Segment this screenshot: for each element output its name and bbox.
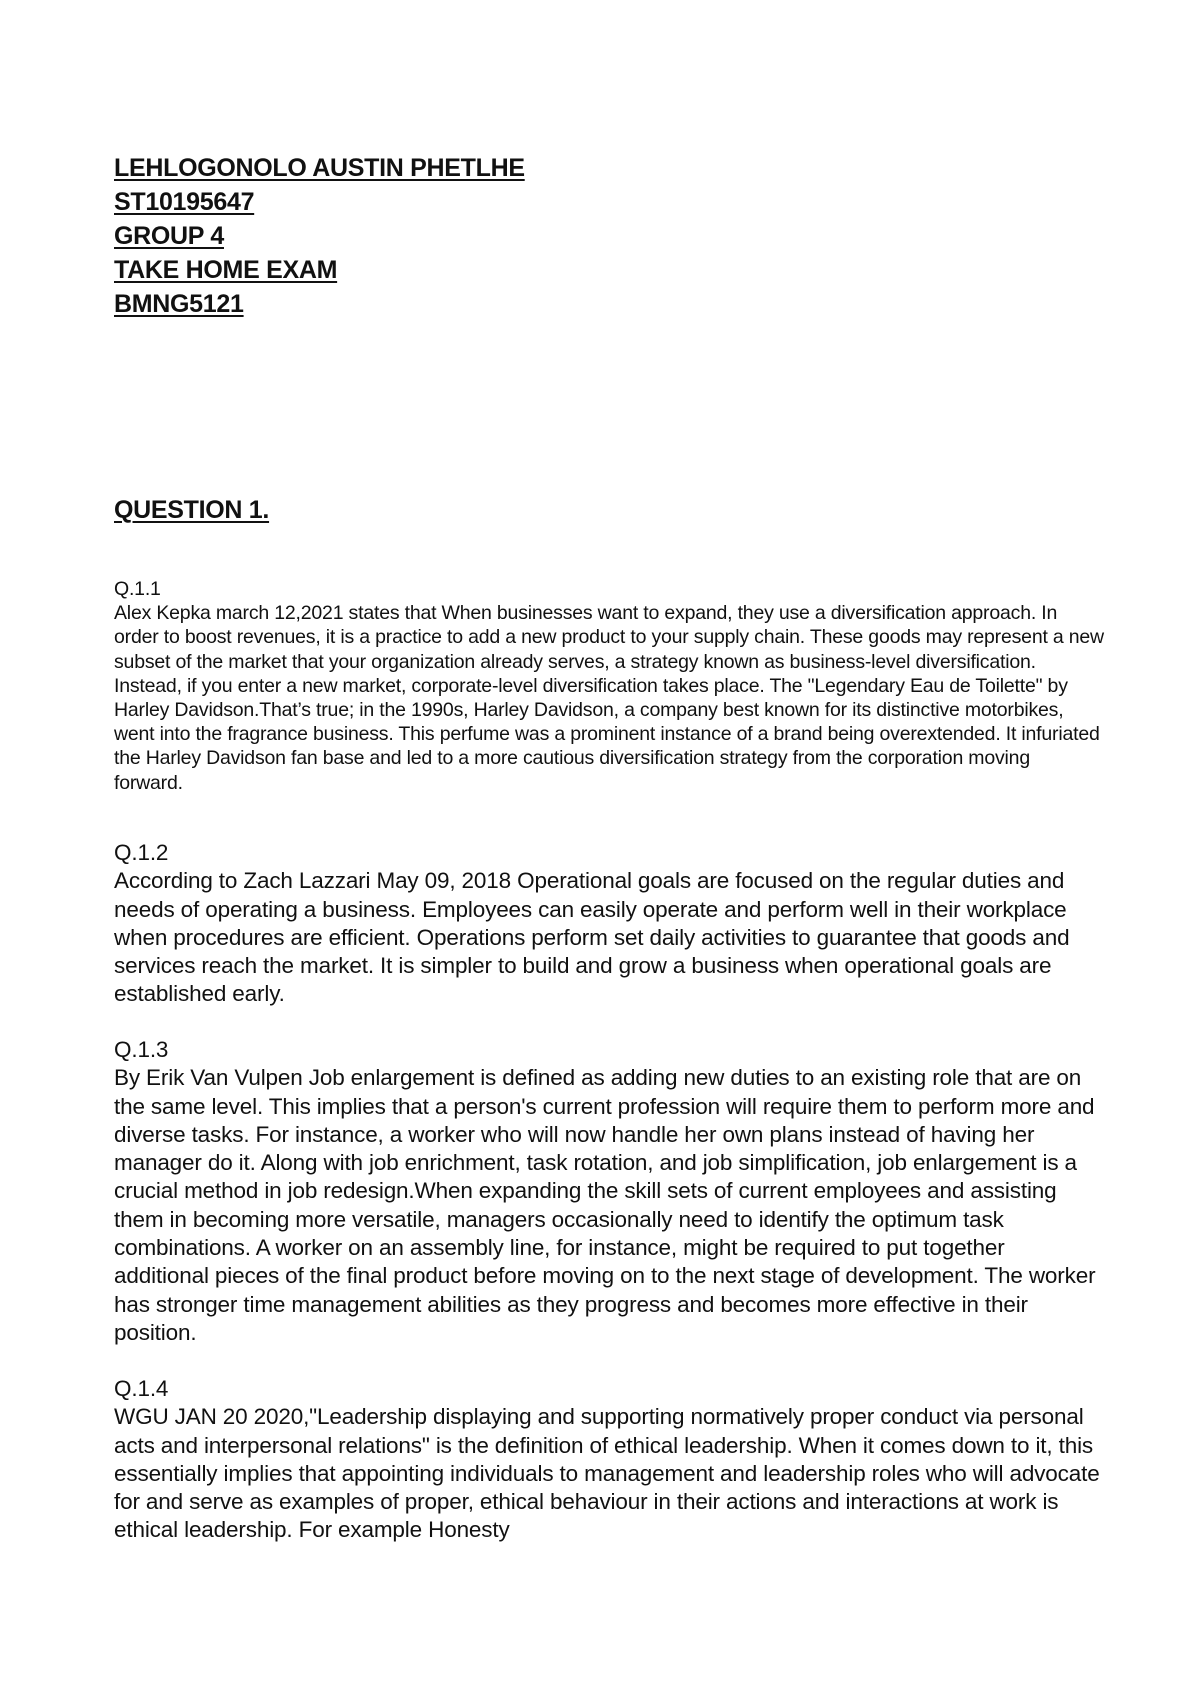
section-label: Q.1.4 [114,1376,169,1401]
section-label: Q.1.3 [114,1037,169,1062]
section-body: By Erik Van Vulpen Job enlargement is defined as adding new duties to an existing role that are on the same level. This implies that a person's current profession will require them to perform more and diverse tasks. For instance, a worker who will now handle her own plans instead of having her manager do it. Along with job enrichment, task rotation, and job simplification, job enlargement is a crucial method in job redesign.When expanding the skill sets of current employees and assisting them in becoming more versatile, managers occasionally need to identify the optimum task combinations. A worker on an assembly line, for instance, might be required to put together additional pieces of the final product before moving on to the next stage of development. The worker has stronger time management abilities as they progress and becomes more effective in their position. [114,1065,1096,1345]
student-name: LEHLOGONOLO AUSTIN PHETLHE [114,154,525,182]
question-heading: QUESTION 1. [114,496,270,524]
section-body: Alex Kepka march 12,2021 states that When businesses want to expand, they use a diversification approach. In order to boost revenues, it is a practice to add a new product to your supply chain. These goods may represent a new subset of the market that your organization already serves, a strategy known as business-level diversification. Instead, if you enter a new market, corporate-level diversification takes place. The "Legendary Eau de Toilette" by Harley Davidson.That’s true; in the 1990s, Harley Davidson, a company best known for its distinctive motorbikes, went into the fragrance business. This perfume was a prominent instance of a brand being overextended. It infuriated the Harley Davidson fan base and led to a more cautious diversification strategy from the corporation moving forward. [114,602,1104,794]
answer-section-q1-1 [114,577,1104,795]
exam-type: TAKE HOME EXAM [114,256,338,284]
section-label: Q.1.1 [114,578,161,600]
student-number: ST10195647 [114,188,255,216]
cover-header [114,151,1014,321]
answer-section-q1-2 [114,839,1104,1009]
answer-section-q1-4 [114,1375,1104,1545]
group-label: GROUP 4 [114,222,224,250]
section-label: Q.1.2 [114,840,169,865]
section-body: According to Zach Lazzari May 09, 2018 Operational goals are focused on the regular duties and needs of operating a business. Employees can easily operate and perform well in their workplace when procedures are efficient. Operations perform set daily activities to guarantee that goods and services reach the market. It is simpler to build and grow a business when operational goals are established early. [114,868,1070,1007]
module-code: BMNG5121 [114,290,244,318]
section-body: WGU JAN 20 2020,"Leadership displaying and supporting normatively proper conduct via personal acts and interpersonal relations" is the definition of ethical leadership. When it comes down to it, this essentially implies that appointing individuals to management and leadership roles who will advocate for and serve as examples of proper, ethical behaviour in their actions and interactions at work is ethical leadership. For example Honesty [114,1404,1100,1543]
answer-section-q1-3 [114,1036,1104,1347]
